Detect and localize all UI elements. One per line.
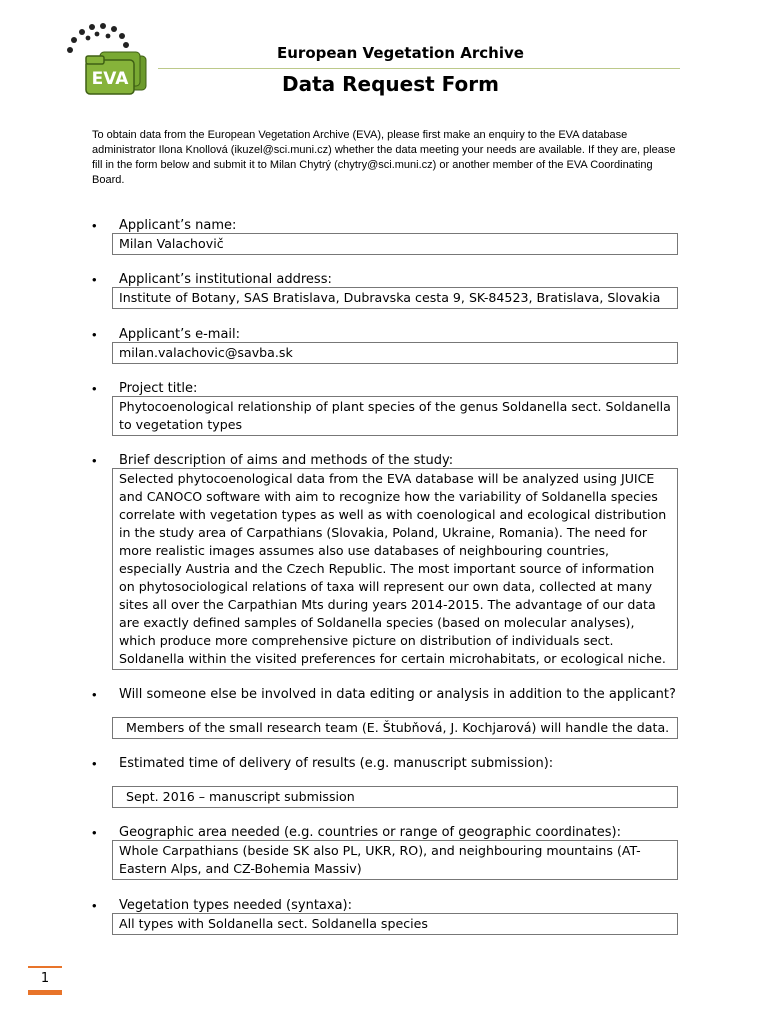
question-label: Project title: [119, 381, 198, 396]
bullet: • [92, 756, 97, 771]
bullet: • [92, 381, 97, 396]
stars-icon [67, 23, 129, 53]
folder-icon [86, 52, 146, 94]
form-title: Data Request Form [282, 72, 499, 96]
answer-field[interactable]: Phytocoenological relationship of plant species of the genus Soldanella sect. Soldanella to vegetation types [112, 396, 678, 436]
answer-field[interactable]: Members of the small research team (E. Štubňová, J. Kochjarová) will handle the data. [112, 717, 678, 739]
bullet: • [92, 687, 97, 702]
header-divider [158, 68, 680, 69]
answer-field[interactable]: Sept. 2016 – manuscript submission [112, 786, 678, 808]
answer-field[interactable]: Milan Valachovič [112, 233, 678, 255]
bullet: • [92, 825, 97, 840]
bullet: • [92, 898, 97, 913]
bullet: • [92, 453, 97, 468]
question-label: Estimated time of delivery of results (e.g. manuscript submission): [119, 756, 554, 771]
page-number [28, 966, 62, 995]
question-label: Applicant’s institutional address: [119, 272, 332, 287]
question-label: Brief description of aims and methods of the study: [119, 453, 454, 468]
page-number-bottom-bar [28, 990, 62, 995]
bullet: • [92, 218, 97, 233]
answer-field[interactable]: Whole Carpathians (beside SK also PL, UKR, RO), and neighbouring mountains (AT-Eastern Alps, and CZ-Bohemia Massiv) [112, 840, 678, 880]
answer-field[interactable]: milan.valachovic@savba.sk [112, 342, 678, 364]
answer-field[interactable]: Selected phytocoenological data from the EVA database will be analyzed using JUICE and CANOCO software with aim to recognize how the variability of Soldanella species correlate with vegetation types as well as with coenological and ecological distribution in the study area of Carpathians (Slovakia, Poland, Ukraine, Romania). The need for more realistic images assumes also use databases of neighbouring countries, especially Austria and the Czech Republic. The most important source of information on phytosociological relations of taxa will represent our own data, collected at many sites all over the Carpathian Mts during years 2014-2015. The advantage of our data are exactly defined samples of Soldanella species (based on molecular analyses), which produce more comprehensive picture on distribution of individuals sect. Soldanella within the visited preferences for certain microhabitats, or ecological niche. [112, 468, 678, 670]
bullet: • [92, 272, 97, 287]
page-number-label: 1 [40, 971, 50, 986]
logo-text: EVA [91, 69, 129, 89]
archive-title: European Vegetation Archive [277, 44, 524, 62]
bullet: • [92, 327, 97, 342]
answer-field[interactable]: Institute of Botany, SAS Bratislava, Dubravska cesta 9, SK-84523, Bratislava, Slovakia [112, 287, 678, 309]
eva-logo [62, 22, 162, 102]
answer-field[interactable]: All types with Soldanella sect. Soldanella species [112, 913, 678, 935]
question-label: Applicant’s e-mail: [119, 327, 241, 342]
question-label: Vegetation types needed (syntaxa): [119, 898, 352, 913]
question-label: Will someone else be involved in data editing or analysis in addition to the applicant? [119, 687, 676, 702]
question-label: Applicant’s name: [119, 218, 237, 233]
intro-paragraph: To obtain data from the European Vegetation Archive (EVA), please first make an enquiry to the EVA database administrator Ilona Knollová (ikuzel@sci.muni.cz) whether the data meeting your needs are available. If they are, please fill in the form below and submit it to Milan Chytrý (chytry@sci.muni.cz) or another member of the EVA Coordinating Board. [92, 129, 676, 186]
question-label: Geographic area needed (e.g. countries or range of geographic coordinates): [119, 825, 621, 840]
